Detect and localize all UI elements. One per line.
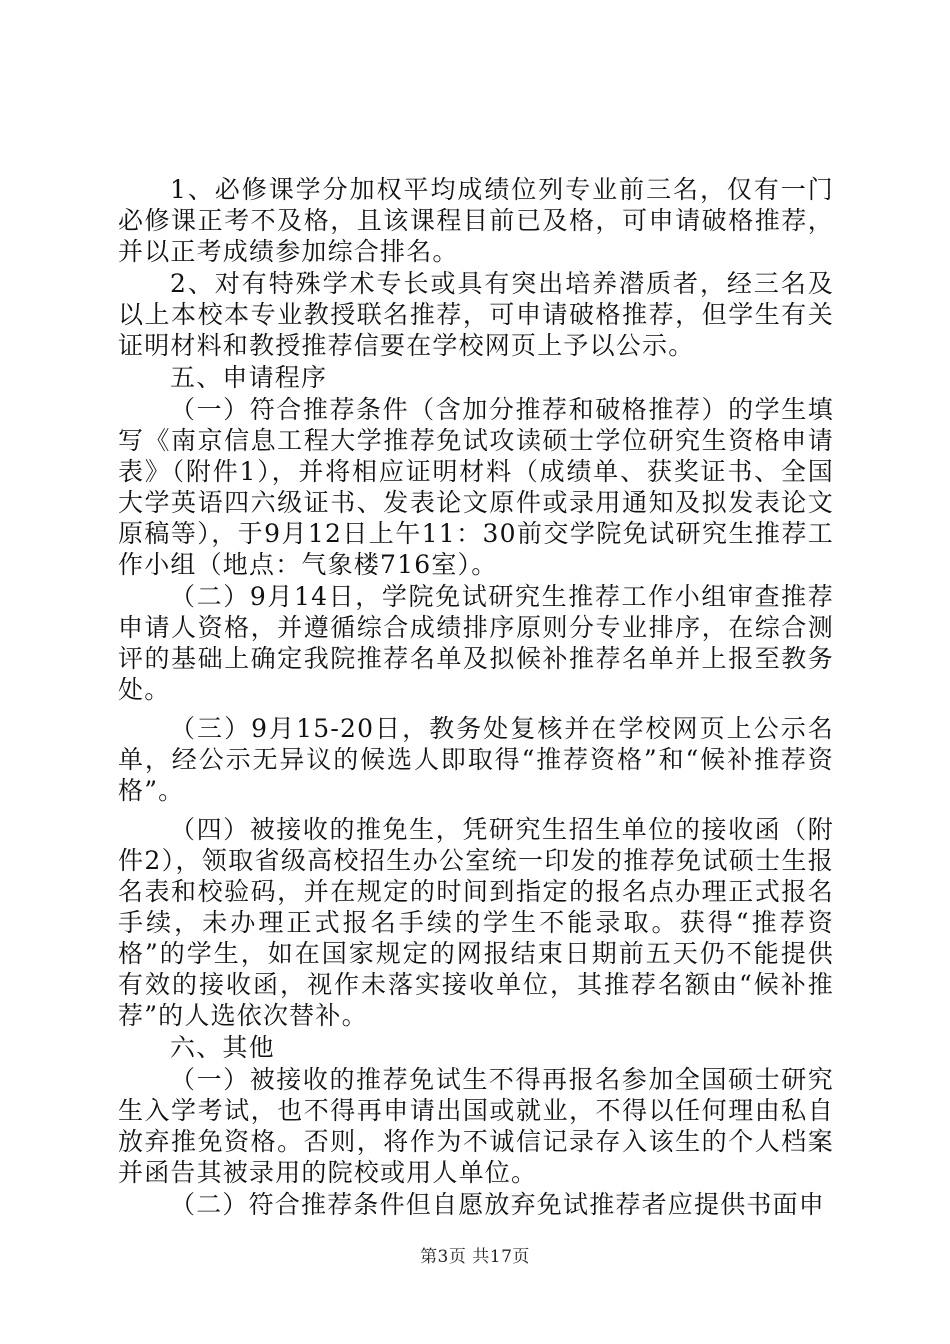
section-heading-application-procedure: 五、申请程序 xyxy=(170,363,328,392)
paragraph-criterion-1: 1、必修课学分加权平均成绩位列专业前三名，仅有一门必修课正考不及格，且该课程目前已及格，可申请破格推荐，并以正考成绩参加综合排名。 xyxy=(118,175,834,266)
paragraph-other-2: （二）符合推荐条件但自愿放弃免试推荐者应提供书面申 xyxy=(170,1190,826,1219)
paragraph-criterion-2: 2、对有特殊学术专长或具有突出培养潜质者，经三名及以上本校本专业教授联名推荐，可申请破格推荐，但学生有关证明材料和教授推荐信要在学校网页上予以公示。 xyxy=(118,269,834,360)
paragraph-other-1: （一）被接收的推荐免试生不得再报名参加全国硕士研究生入学考试，也不得再申请出国或就业，不得以任何理由私自放弃推免资格。否则，将作为不诚信记录存入该生的个人档案并函告其被录用的院校或用人单位。 xyxy=(118,1065,834,1187)
document-body xyxy=(118,174,834,1221)
paragraph-procedure-3: （三）9月15-20日，教务处复核并在学校网页上公示名单，经公示无异议的候选人即取得“推荐资格”和“候补推荐资格”。 xyxy=(118,714,834,805)
section-heading-other: 六、其他 xyxy=(170,1033,275,1062)
paragraph-procedure-4: （四）被接收的推免生，凭研究生招生单位的接收函（附件2），领取省级高校招生办公室统一印发的推荐免试硕士生报名表和校验码，并在规定的时间到指定的报名点办理正式报名手续，未办理正式报名手续的学生不能录取。获得“推荐资格”的学生，如在国家规定的网报结束日期前五天仍不能提供有效的接收函，视作未落实接收单位，其推荐名额由“候补推荐”的人选依次替补。 xyxy=(118,815,834,1030)
paragraph-procedure-1: （一）符合推荐条件（含加分推荐和破格推荐）的学生填写《南京信息工程大学推荐免试攻读硕士学位研究生资格申请表》（附件1），并将相应证明材料（成绩单、获奖证书、全国大学英语四六级证书、发表论文原件或录用通知及拟发表论文原稿等），于9月12日上午11：30前交学院免试研究生推荐工作小组（地点：气象楼716室）。 xyxy=(118,395,834,579)
page-footer: 第3页 共17页 xyxy=(420,1247,530,1267)
paragraph-procedure-2: （二）9月14日，学院免试研究生推荐工作小组审查推荐申请人资格，并遵循综合成绩排序原则分专业排序，在综合测评的基础上确定我院推荐名单及拟候补推荐名单并上报至教务处。 xyxy=(118,582,834,704)
